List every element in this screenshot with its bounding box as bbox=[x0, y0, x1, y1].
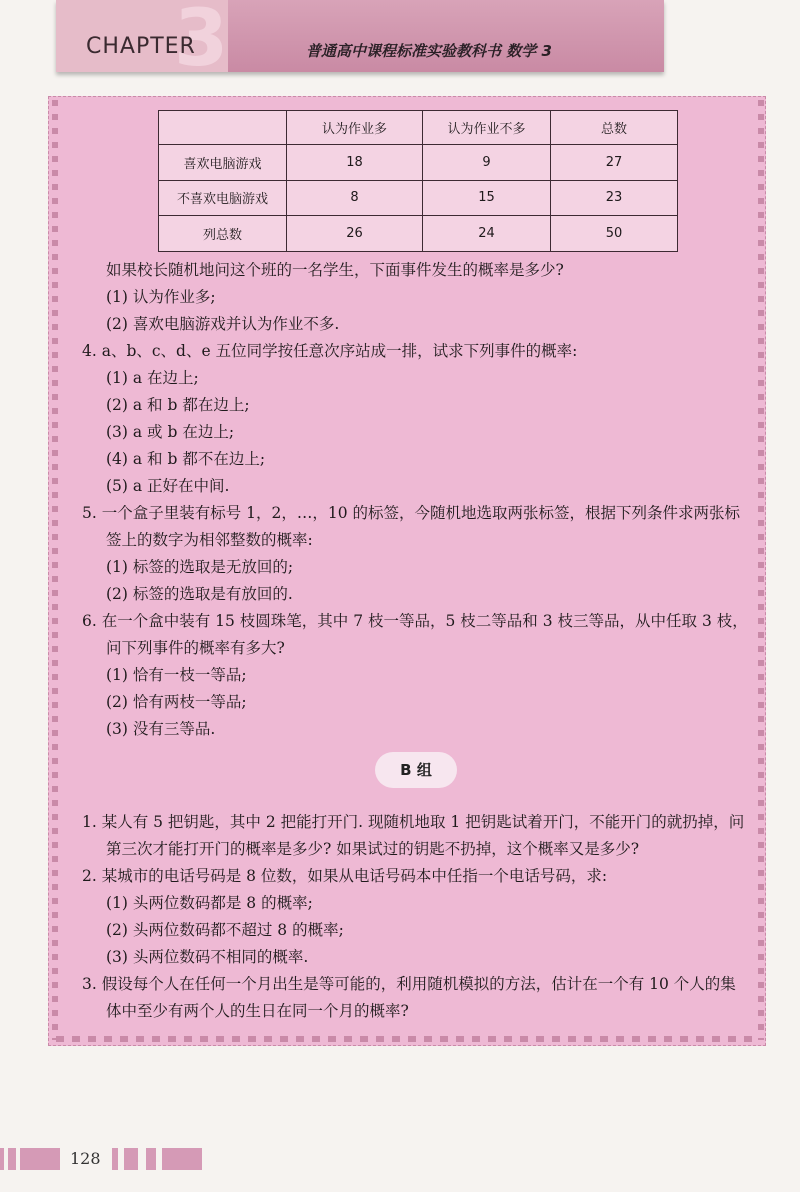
sub-item: (3) 头两位数码不相同的概率. bbox=[106, 948, 309, 966]
table-cell: 27 bbox=[551, 145, 678, 181]
chapter-header bbox=[56, 0, 664, 84]
b-group-badge: B 组 bbox=[375, 752, 457, 788]
table-row bbox=[159, 216, 678, 252]
b-question-3: 3. 假设每个人在任何一个月出生是等可能的，利用随机模拟的方法，估计在一个有 10 个人的集 bbox=[82, 975, 736, 993]
footer-bar bbox=[146, 1148, 156, 1170]
survey-table bbox=[158, 110, 678, 252]
sub-item: (1) 标签的选取是无放回的; bbox=[106, 558, 294, 576]
sub-item: (3) a 或 b 在边上; bbox=[106, 423, 235, 441]
footer-bar bbox=[8, 1148, 16, 1170]
footer-decoration bbox=[0, 1148, 800, 1170]
chapter-label: CHAPTER bbox=[86, 34, 196, 59]
table-row bbox=[159, 145, 678, 181]
book-title: 普通高中课程标准实验教科书 数学 3 bbox=[306, 42, 552, 60]
sub-item: (1) 头两位数码都是 8 的概率; bbox=[106, 894, 313, 912]
b-question-1-continued: 第三次才能打开门的概率是多少? 如果试过的钥匙不扔掉，这个概率又是多少? bbox=[106, 840, 640, 858]
sub-item: (2) 恰有两枝一等品; bbox=[106, 693, 247, 711]
footer-bar bbox=[112, 1148, 118, 1170]
table-cell: 18 bbox=[287, 145, 423, 181]
table-cell: 24 bbox=[423, 216, 551, 252]
sub-item: (5) a 正好在中间. bbox=[106, 477, 230, 495]
panel-dashed-border-left bbox=[52, 100, 58, 1040]
table-header-cell: 认为作业不多 bbox=[423, 111, 551, 145]
footer-bar bbox=[124, 1148, 138, 1170]
table-cell: 8 bbox=[287, 180, 423, 216]
sub-item: (4) a 和 b 都不在边上; bbox=[106, 450, 266, 468]
question-6: 6. 在一个盒中装有 15 枝圆珠笔，其中 7 枝一等品，5 枝二等品和 3 枝三等品，从中任取 3 枝， bbox=[82, 612, 748, 630]
table-cell: 不喜欢电脑游戏 bbox=[159, 180, 287, 216]
table-header-cell: 总数 bbox=[551, 111, 678, 145]
footer-bar bbox=[0, 1148, 4, 1170]
sub-item: (2) a 和 b 都在边上; bbox=[106, 396, 250, 414]
panel-dashed-border-right bbox=[758, 100, 764, 1040]
b-question-1: 1. 某人有 5 把钥匙，其中 2 把能打开门. 现随机地取 1 把钥匙试着开门，不能开门的就扔掉，问 bbox=[82, 813, 745, 831]
table-header-cell bbox=[159, 111, 287, 145]
sub-item: (1) 认为作业多; bbox=[106, 288, 216, 306]
table-header-row bbox=[159, 111, 678, 145]
table-cell: 9 bbox=[423, 145, 551, 181]
table-cell: 50 bbox=[551, 216, 678, 252]
table-cell: 15 bbox=[423, 180, 551, 216]
b-question-2: 2. 某城市的电话号码是 8 位数，如果从电话号码本中任指一个电话号码，求: bbox=[82, 867, 608, 885]
question-4: 4. a、b、c、d、e 五位同学按任意次序站成一排，试求下列事件的概率: bbox=[82, 342, 578, 360]
table-cell: 喜欢电脑游戏 bbox=[159, 145, 287, 181]
footer-bar bbox=[20, 1148, 60, 1170]
question-6-continued: 问下列事件的概率有多大? bbox=[106, 639, 285, 657]
sub-item: (2) 标签的选取是有放回的. bbox=[106, 585, 293, 603]
table-header-cell: 认为作业多 bbox=[287, 111, 423, 145]
table-cell: 列总数 bbox=[159, 216, 287, 252]
chapter-number: 3 bbox=[174, 0, 229, 84]
sub-item: (1) 恰有一枝一等品; bbox=[106, 666, 247, 684]
page-number: 128 bbox=[70, 1149, 101, 1168]
footer-bar bbox=[162, 1148, 202, 1170]
sub-item: (2) 头两位数码都不超过 8 的概率; bbox=[106, 921, 344, 939]
table-cell: 26 bbox=[287, 216, 423, 252]
question-5-continued: 签上的数字为相邻整数的概率: bbox=[106, 531, 313, 549]
sub-item: (3) 没有三等品. bbox=[106, 720, 216, 738]
table-cell: 23 bbox=[551, 180, 678, 216]
sub-item: (1) a 在边上; bbox=[106, 369, 199, 387]
table-row bbox=[159, 180, 678, 216]
question-intro: 如果校长随机地问这个班的一名学生，下面事件发生的概率是多少? bbox=[106, 261, 564, 279]
b-question-3-continued: 体中至少有两个人的生日在同一个月的概率? bbox=[106, 1002, 409, 1020]
sub-item: (2) 喜欢电脑游戏并认为作业不多. bbox=[106, 315, 340, 333]
panel-dashed-border-bottom bbox=[56, 1036, 756, 1042]
question-5: 5. 一个盒子里装有标号 1，2，…，10 的标签，今随机地选取两张标签，根据下列条件求两张标 bbox=[82, 504, 741, 522]
